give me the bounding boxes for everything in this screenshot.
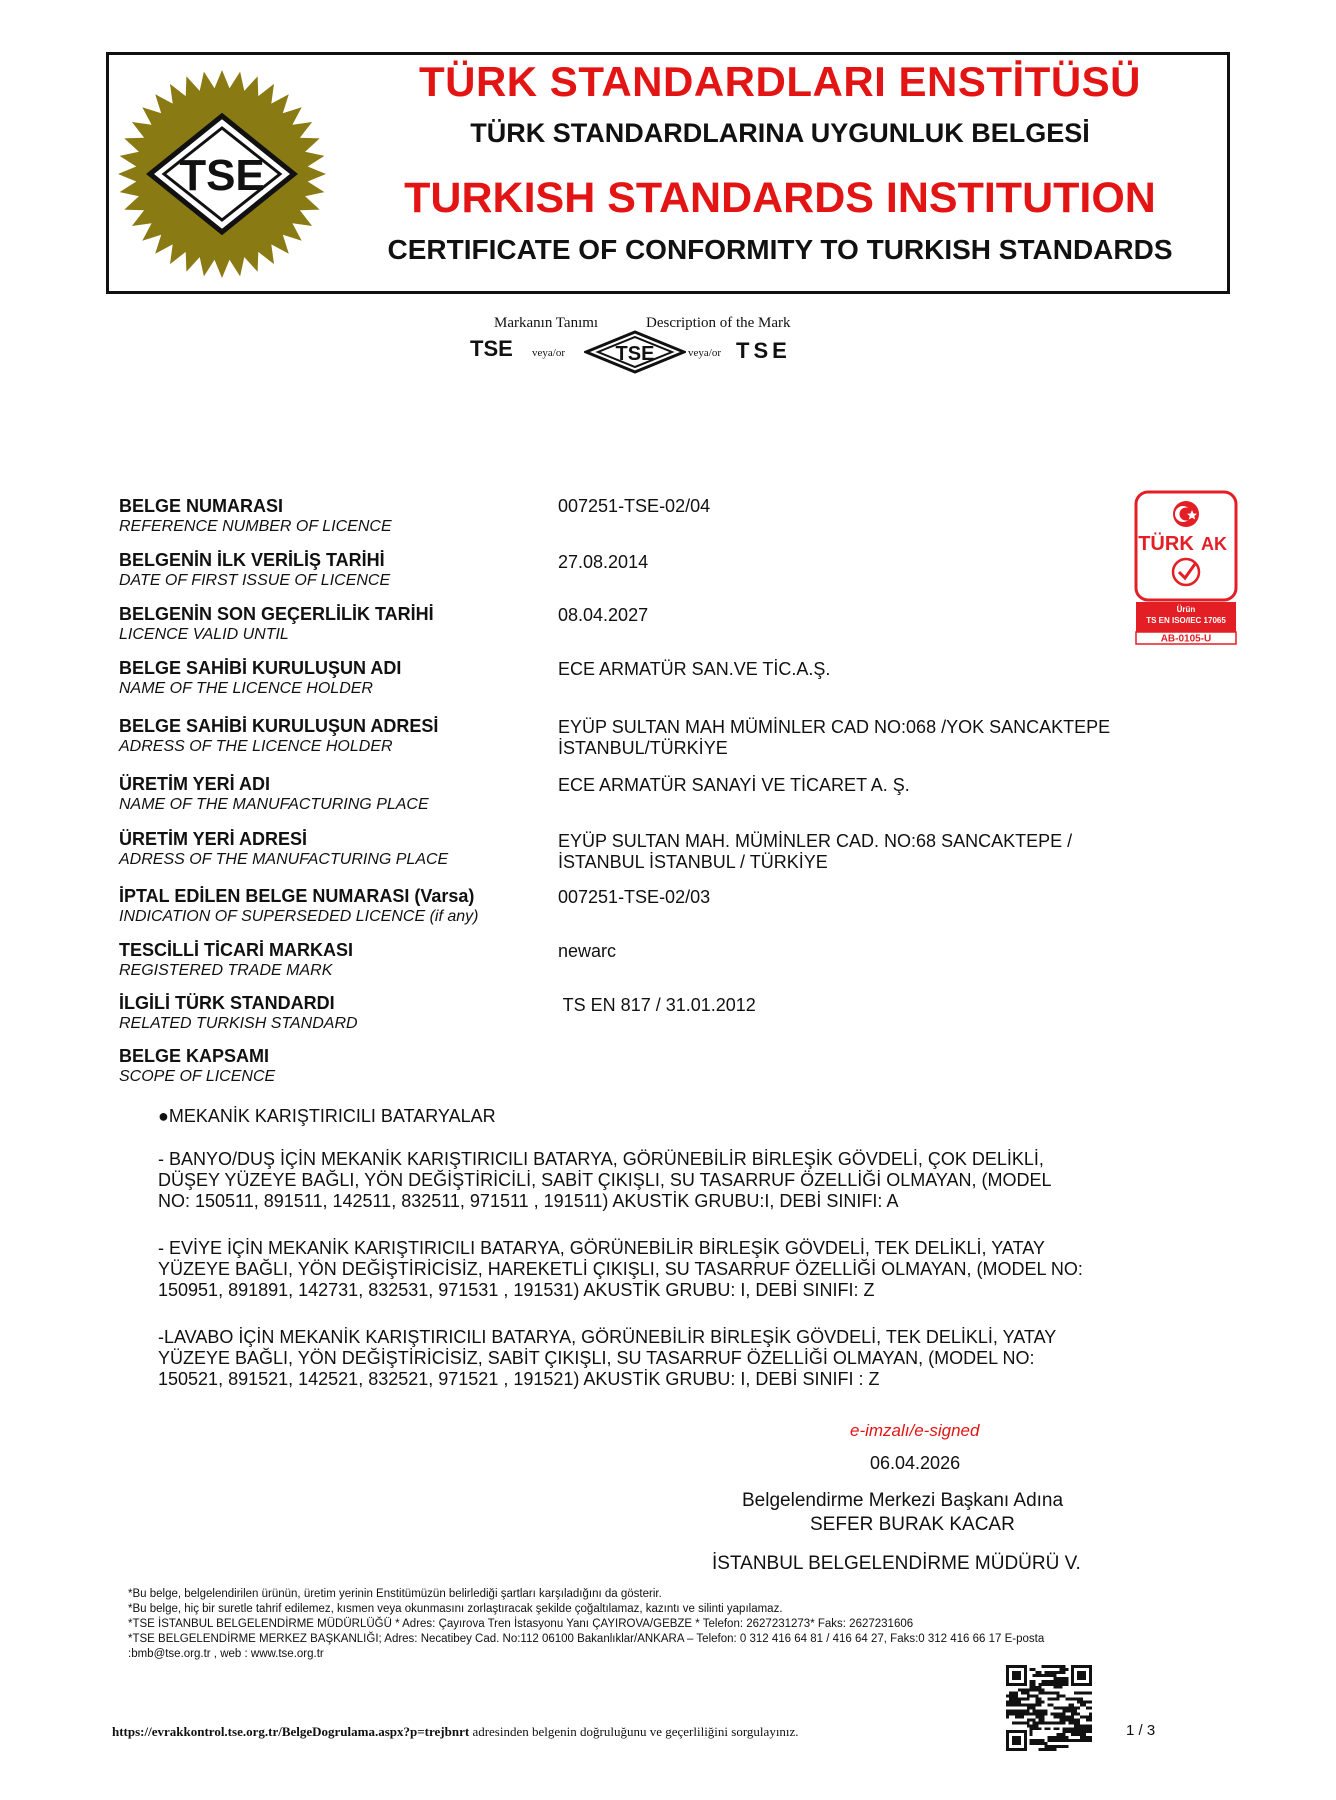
field-value: 08.04.2027 (558, 605, 649, 625)
mark-diamond-logo (584, 330, 686, 374)
field-value: 007251-TSE-02/04 (558, 496, 711, 516)
footnote: *Bu belge, hiç bir suretle tahrif edilemez, kısmen veya okunmasını zorlaştıracak şekilde çoğaltılamaz, kazıntı ve silinti yapılamaz. (128, 1603, 783, 1615)
mark-label-en: Description of the Mark (646, 315, 791, 331)
scope-heading: ●MEKANİK KARIŞTIRICILI BATARYALAR (158, 1106, 496, 1126)
field-label: BELGE NUMARASI (119, 496, 284, 516)
mark-variant-2: TSE (615, 343, 655, 365)
field-label: TESCİLLİ TİCARİ MARKASI (119, 940, 353, 960)
field-label: BELGE KAPSAMI (119, 1046, 270, 1066)
scope-line: YÜZEYE BAĞLI, YÖN DEĞİŞTİRİCİSİZ, SABİT ÇIKIŞLI, SU TASARRUF ÖZELLİĞİ OLMAYAN, (MODEL NO: (158, 1348, 1035, 1368)
field-label: BELGENİN SON GEÇERLİLİK TARİHİ (119, 604, 434, 624)
turkak-accreditation-logo (1134, 490, 1238, 645)
turkak-line2: TS EN ISO/IEC 17065 (1146, 616, 1226, 625)
mark-label-tr: Markanın Tanımı (494, 315, 599, 331)
scope-line: DÜŞEY YÜZEYE BAĞLI, YÖN DEĞİŞTİRİCİLİ, SABİT ÇIKIŞLI, SU TASARRUF ÖZELLİĞİ OLMAYAN, (MODEL (158, 1170, 1052, 1190)
field-label: İPTAL EDİLEN BELGE NUMARASI (Varsa) (119, 886, 475, 906)
field-value: 27.08.2014 (558, 552, 649, 572)
field-sub: SCOPE OF LICENCE (119, 1068, 276, 1085)
field-label: ÜRETİM YERİ ADRESİ (119, 829, 308, 849)
scope-line: 150951, 891891, 142731, 832531, 971531 , 191531) AKUSTİK GRUBU: I, DEBİ SINIFI: Z (158, 1280, 875, 1300)
field-value: 007251-TSE-02/03 (558, 887, 711, 907)
title-en: TURKISH STANDARDS INSTITUTION (404, 174, 1156, 222)
verification-footer (112, 1724, 799, 1740)
signature-office: İSTANBUL BELGELENDİRME MÜDÜRÜ V. (712, 1553, 1081, 1574)
field-label: BELGE SAHİBİ KURULUŞUN ADRESİ (119, 716, 439, 736)
turkak-name-a: TÜRK (1138, 533, 1194, 555)
seal-text: TSE (179, 151, 265, 200)
scope-line: NO: 150511, 891511, 142511, 832511, 971511 , 191511) AKUSTİK GRUBU:I, DEBİ SINIFI: A (158, 1191, 899, 1211)
field-value: EYÜP SULTAN MAH MÜMİNLER CAD NO:068 /YOK SANCAKTEPE (558, 717, 1111, 737)
signature-date: 06.04.2026 (870, 1453, 961, 1473)
verification-link[interactable]: https://evrakkontrol.tse.org.tr/BelgeDogrulama.aspx?p=trejbnrt (112, 1724, 470, 1739)
field-value: newarc (558, 941, 617, 961)
mark-variant-3: TSE (736, 338, 791, 363)
subtitle-tr: TÜRK STANDARDLARINA UYGUNLUK BELGESİ (470, 118, 1090, 148)
turkak-code: AB-0105-U (1160, 633, 1212, 645)
field-sub: NAME OF THE LICENCE HOLDER (119, 680, 373, 697)
turkak-name-b: AK (1201, 534, 1227, 554)
mark-veya-1: veya/or (532, 347, 565, 359)
signature-role: Belgelendirme Merkezi Başkanı Adına (742, 1490, 1064, 1511)
mark-variant-1: TSE (470, 336, 513, 361)
footnote: :bmb@tse.org.tr , web : www.tse.org.tr (128, 1648, 324, 1660)
field-sub: NAME OF THE MANUFACTURING PLACE (119, 796, 429, 813)
field-label: BELGE SAHİBİ KURULUŞUN ADI (119, 658, 402, 678)
scope-line: - EVİYE İÇİN MEKANİK KARIŞTIRICILI BATARYA, GÖRÜNEBİLİR BİRLEŞİK GÖVDELİ, TEK DELİKLİ, YATAY (158, 1238, 1045, 1258)
field-sub: DATE OF FIRST ISSUE OF LICENCE (119, 572, 391, 589)
field-sub: REGISTERED TRADE MARK (119, 962, 333, 979)
field-value: ECE ARMATÜR SAN.VE TİC.A.Ş. (558, 659, 831, 679)
scope-line: YÜZEYE BAĞLI, YÖN DEĞİŞTİRİCİSİZ, HAREKETLİ ÇIKIŞLI, SU TASARRUF ÖZELLİĞİ OLMAYAN, (MODEL NO: (158, 1259, 1083, 1279)
footnote: *TSE BELGELENDİRME MERKEZ BAŞKANLIĞI; Adres: Necatibey Cad. No:112 06100 Bakanlıklar/ANKARA – Telefon: 0 312 416 64 81 / 416 64 27, Faks:0 312 416 66 17 E-posta (128, 1633, 1045, 1645)
subtitle-en: CERTIFICATE OF CONFORMITY TO TURKISH STANDARDS (387, 234, 1173, 265)
scope-line: -LAVABO İÇİN MEKANİK KARIŞTIRICILI BATARYA, GÖRÜNEBİLİR BİRLEŞİK GÖVDELİ, TEK DELİKLİ, YATAY (158, 1327, 1057, 1347)
signature-name: SEFER BURAK KACAR (810, 1514, 1015, 1535)
field-sub: LICENCE VALID UNTIL (119, 626, 289, 643)
footnote: *Bu belge, belgelendirilen ürünün, üretim yerinin Enstitümüzün belirlediği şartları karşıladığını da gösterir. (128, 1588, 662, 1600)
scope-line: - BANYO/DUŞ İÇİN MEKANİK KARIŞTIRICILI BATARYA, GÖRÜNEBİLİR BİRLEŞİK GÖVDELİ, ÇOK DELİKLİ, (158, 1149, 1044, 1169)
field-sub: REFERENCE NUMBER OF LICENCE (119, 518, 392, 535)
field-sub: INDICATION OF SUPERSEDED LICENCE (if any) (119, 908, 479, 925)
turkak-line1: Ürün (1176, 605, 1196, 614)
e-signed-label: e-imzalı/e-signed (850, 1421, 980, 1440)
field-value: TS EN 817 / 31.01.2012 (558, 995, 756, 1015)
field-value-line2: İSTANBUL/TÜRKİYE (558, 738, 728, 758)
footnote: *TSE İSTANBUL BELGELENDİRME MÜDÜRLÜĞÜ * Adres: Çayırova Tren İstasyonu Yanı ÇAYIROVA/GEBZE * Telefon: 2627231273* Faks: 2627231606 (128, 1618, 914, 1630)
field-sub: ADRESS OF THE MANUFACTURING PLACE (119, 851, 449, 868)
tse-seal-logo (116, 68, 328, 280)
mark-veya-2: veya/or (688, 347, 721, 359)
field-sub: ADRESS OF THE LICENCE HOLDER (119, 738, 393, 755)
verification-text: adresinden belgenin doğruluğunu ve geçerliliğini sorgulayınız. (469, 1724, 799, 1739)
field-sub: RELATED TURKISH STANDARD (119, 1015, 358, 1032)
title-tr: TÜRK STANDARDLARI ENSTİTÜSÜ (418, 58, 1142, 105)
qr-code[interactable] (1006, 1665, 1092, 1751)
field-label: İLGİLİ TÜRK STANDARDI (119, 993, 335, 1013)
field-value: ECE ARMATÜR SANAYİ VE TİCARET A. Ş. (558, 775, 910, 795)
scope-line: 150521, 891521, 142521, 832521, 971521 , 191521) AKUSTİK GRUBU: I, DEBİ SINIFI : Z (158, 1369, 880, 1389)
field-label: BELGENİN İLK VERİLİŞ TARİHİ (119, 550, 385, 570)
field-value: EYÜP SULTAN MAH. MÜMİNLER CAD. NO:68 SANCAKTEPE / (558, 831, 1073, 851)
page-number: 1 / 3 (1126, 1722, 1156, 1739)
field-label: ÜRETİM YERİ ADI (119, 774, 271, 794)
field-value-line2: İSTANBUL İSTANBUL / TÜRKİYE (558, 852, 828, 872)
